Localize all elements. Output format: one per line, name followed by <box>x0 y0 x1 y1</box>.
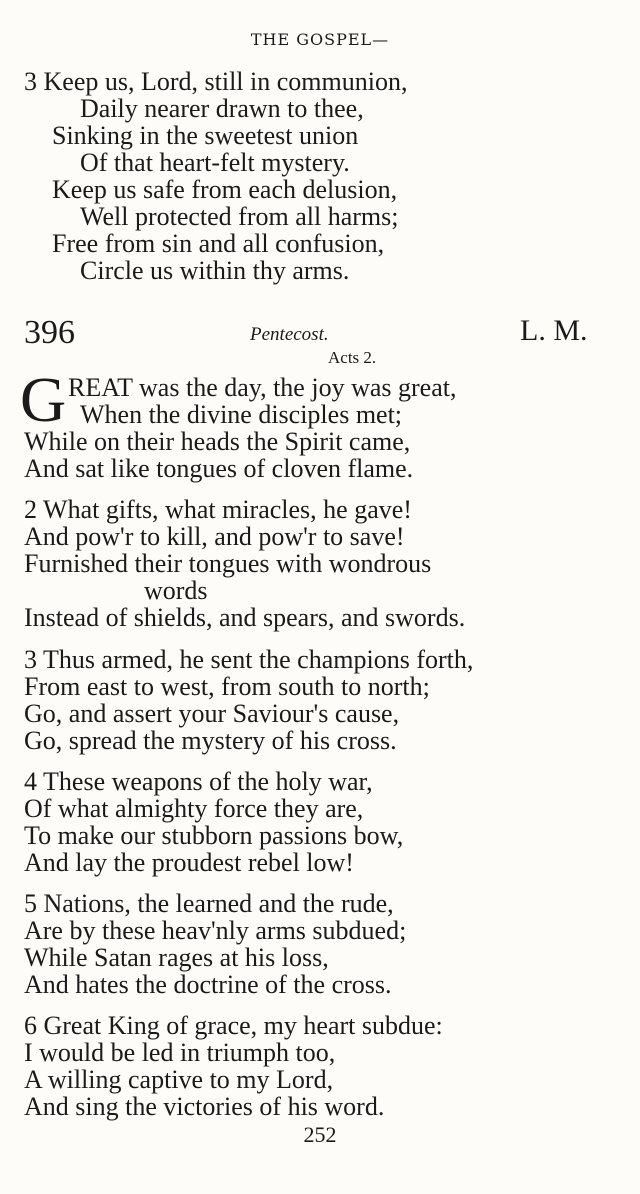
verse-line: Furnished their tongues with wondrous <box>24 549 432 578</box>
verse-line: Instead of shields, and spears, and swords. <box>24 603 466 632</box>
verse-line: 3 Keep us, Lord, still in communion, <box>24 67 408 96</box>
verse-line: Are by these heav'nly arms subdued; <box>24 916 407 945</box>
hymn-meter: L. M. <box>520 314 588 347</box>
verse-line: And lay the proudest rebel low! <box>24 848 354 877</box>
verse-line: 2 What gifts, what miracles, he gave! <box>24 495 412 524</box>
verse-line: 4 These weapons of the holy war, <box>24 767 373 796</box>
verse-line: When the divine disciples met; <box>80 400 403 429</box>
verse-line: While on their heads the Spirit came, <box>24 427 411 456</box>
verse-line: 5 Nations, the learned and the rude, <box>24 889 394 918</box>
verse-line: And sing the victories of his word. <box>24 1092 385 1121</box>
verse-line: From east to west, from south to north; <box>24 672 430 701</box>
verse-line: Sinking in the sweetest union <box>52 121 359 150</box>
running-head: THE GOSPEL— <box>250 30 390 49</box>
verse-line: REAT was the day, the joy was great, <box>68 373 457 402</box>
verse-line: Go, spread the mystery of his cross. <box>24 726 397 755</box>
verse-line: Of that heart-felt mystery. <box>80 148 350 177</box>
verse-line: Of what almighty force they are, <box>24 794 364 823</box>
scripture-reference: Acts 2. <box>328 348 377 367</box>
verse-line: And pow'r to kill, and pow'r to save! <box>24 522 405 551</box>
hymn-number: 396 <box>24 314 75 351</box>
verse-line: Free from sin and all confusion, <box>52 229 385 258</box>
verse-line: Well protected from all harms; <box>80 202 399 231</box>
verse-line: Keep us safe from each delusion, <box>52 175 398 204</box>
hymn-title: Pentecost. <box>250 324 329 345</box>
verse-line: Go, and assert your Saviour's cause, <box>24 699 400 728</box>
verse-line: To make our stubborn passions bow, <box>24 821 404 850</box>
verse-line: And sat like tongues of cloven flame. <box>24 454 414 483</box>
drop-cap: G <box>20 364 67 435</box>
verse-line: I would be led in triumph too, <box>24 1038 336 1067</box>
verse-line: words <box>144 576 208 605</box>
verse-line: Daily nearer drawn to thee, <box>80 94 364 123</box>
page-number: 252 <box>303 1122 337 1147</box>
verse-line: While Satan rages at his loss, <box>24 943 329 972</box>
verse-line: A willing captive to my Lord, <box>24 1065 334 1094</box>
verse-line: 3 Thus armed, he sent the champions forth, <box>24 645 474 674</box>
verse-line: 6 Great King of grace, my heart subdue: <box>24 1011 443 1040</box>
verse-line: Circle us within thy arms. <box>80 256 350 285</box>
verse-line: And hates the doctrine of the cross. <box>24 970 392 999</box>
